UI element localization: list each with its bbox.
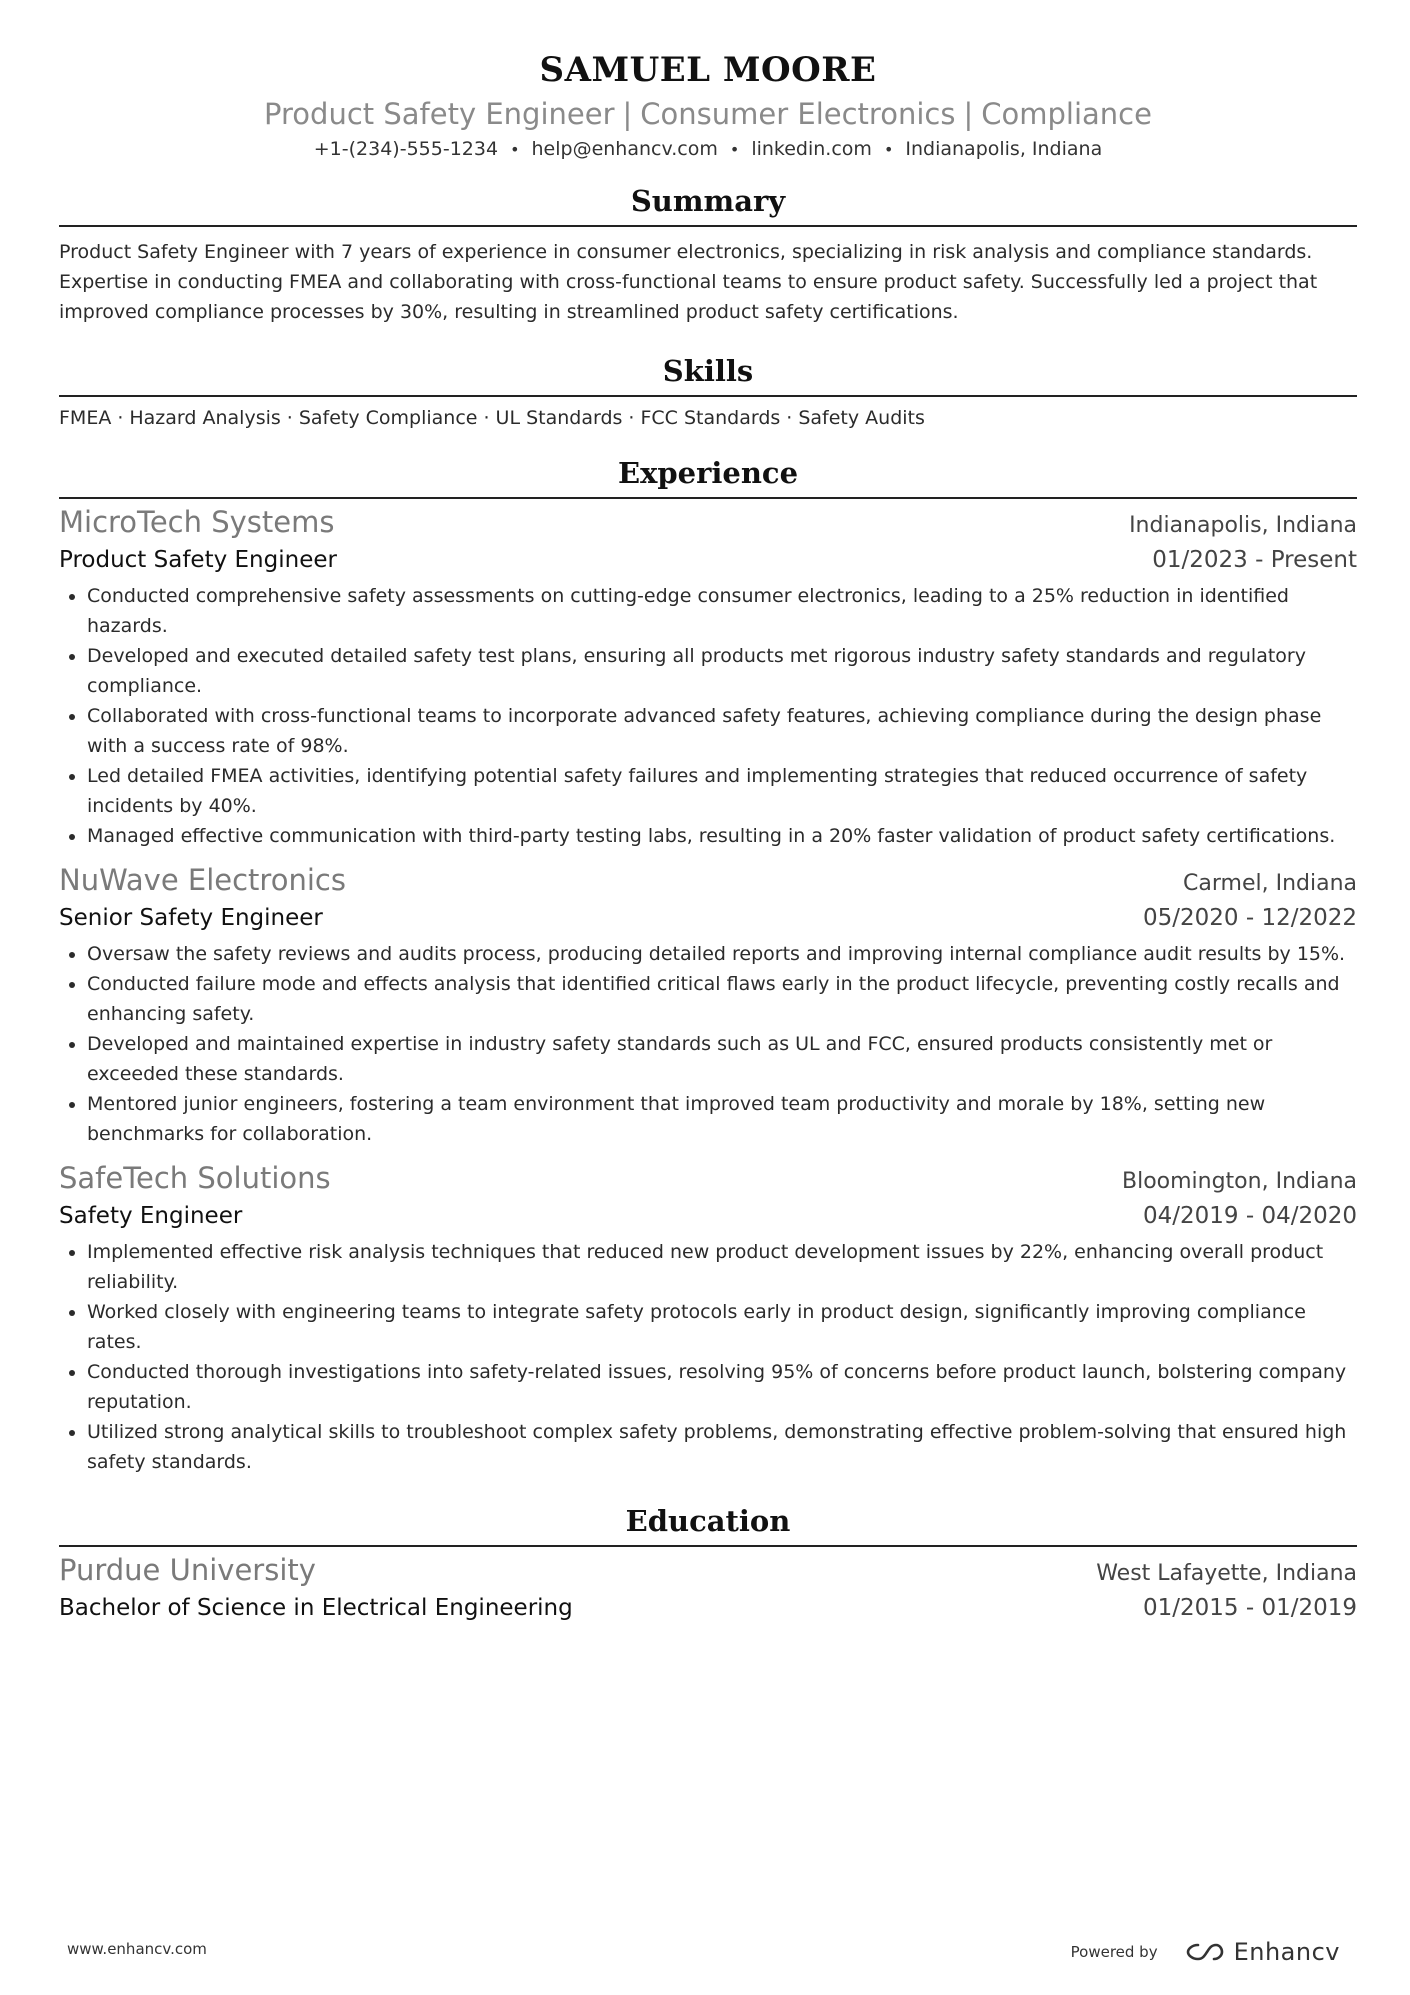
experience-section bbox=[59, 455, 1357, 1477]
school-location: West Lafayette, Indiana bbox=[1096, 1561, 1357, 1586]
skill-item: UL Standards bbox=[495, 407, 623, 429]
skills-section bbox=[59, 353, 1357, 433]
resume-header bbox=[59, 50, 1357, 163]
skill-item: Safety Audits bbox=[798, 407, 925, 429]
section-title-summary: Summary bbox=[630, 184, 786, 218]
footer-url-link[interactable]: www.enhancv.com bbox=[67, 1940, 207, 1958]
skill-separator: · bbox=[628, 407, 635, 429]
skill-separator: · bbox=[117, 407, 124, 429]
skill-separator: · bbox=[483, 407, 490, 429]
candidate-name: SAMUEL MOORE bbox=[539, 50, 877, 90]
job-bullet: • Implemented effective risk analysis techniques that reduced new product development issues by 22%, enhancing overall product reliability. bbox=[87, 1237, 1357, 1297]
headline-part: Compliance bbox=[981, 97, 1152, 131]
location: Indianapolis, Indiana bbox=[905, 138, 1103, 160]
headline-part: Product Safety Engineer bbox=[264, 97, 615, 131]
headline-separator: | bbox=[963, 97, 974, 131]
section-divider bbox=[59, 395, 1357, 397]
headline-part: Consumer Electronics bbox=[640, 97, 956, 131]
section-divider bbox=[59, 225, 1357, 227]
footer-branding bbox=[1071, 1938, 1340, 1966]
email-link[interactable]: help@enhancv.com bbox=[531, 138, 718, 160]
skill-item: FMEA bbox=[59, 407, 112, 429]
job-location: Carmel, Indiana bbox=[1183, 871, 1357, 896]
section-title-skills: Skills bbox=[662, 354, 754, 388]
company-name: MicroTech Systems bbox=[59, 505, 335, 539]
contact-line bbox=[59, 136, 1357, 163]
job-bullet: • Developed and maintained expertise in industry safety standards such as UL and FCC, ensured products consistently met or exceeded these standards. bbox=[87, 1029, 1357, 1089]
enhancv-logo-icon bbox=[1184, 1941, 1226, 1963]
job-location: Indianapolis, Indiana bbox=[1129, 513, 1357, 538]
page-footer bbox=[0, 1938, 1410, 1968]
job-bullet: • Mentored junior engineers, fostering a team environment that improved team productivity and morale by 18%, setting new benchmarks for collaboration. bbox=[87, 1089, 1357, 1149]
job-bullet: • Developed and executed detailed safety test plans, ensuring all products met rigorous industry safety standards and regulatory compliance. bbox=[87, 641, 1357, 701]
bullet-separator: • bbox=[883, 140, 894, 159]
job-bullet: • Managed effective communication with third-party testing labs, resulting in a 20% faster validation of product safety certifications. bbox=[87, 821, 1357, 851]
job-bullets bbox=[59, 939, 1357, 1149]
job-bullets bbox=[59, 1237, 1357, 1477]
job-bullet: • Oversaw the safety reviews and audits process, producing detailed reports and improving internal compliance audit results by 15%. bbox=[87, 939, 1357, 969]
job-title: Senior Safety Engineer bbox=[59, 905, 323, 931]
skill-separator: · bbox=[286, 407, 293, 429]
job-entry bbox=[59, 503, 1357, 851]
skills-list bbox=[59, 403, 1357, 433]
job-bullet: • Conducted thorough investigations into safety-related issues, resolving 95% of concerns before product launch, bolstering company reputation. bbox=[87, 1357, 1357, 1417]
job-entry bbox=[59, 1159, 1357, 1477]
summary-section bbox=[59, 183, 1357, 327]
job-entry bbox=[59, 861, 1357, 1149]
skill-item: Safety Compliance bbox=[298, 407, 478, 429]
job-bullet: • Worked closely with engineering teams to integrate safety protocols early in product design, significantly improving compliance rates. bbox=[87, 1297, 1357, 1357]
linkedin-link[interactable]: linkedin.com bbox=[751, 138, 872, 160]
education-section bbox=[59, 1503, 1357, 1625]
section-title-experience: Experience bbox=[617, 456, 799, 490]
skill-item: FCC Standards bbox=[640, 407, 781, 429]
job-title: Safety Engineer bbox=[59, 1203, 243, 1229]
skill-separator: · bbox=[786, 407, 793, 429]
job-bullet: • Conducted failure mode and effects analysis that identified critical flaws early in the product lifecycle, preventing costly recalls and enhancing safety. bbox=[87, 969, 1357, 1029]
degree: Bachelor of Science in Electrical Engineering bbox=[59, 1595, 573, 1621]
education-entry bbox=[59, 1551, 1357, 1625]
job-bullet: • Conducted comprehensive safety assessments on cutting-edge consumer electronics, leading to a 25% reduction in identified hazards. bbox=[87, 581, 1357, 641]
headline-separator: | bbox=[622, 97, 633, 131]
school-name: Purdue University bbox=[59, 1553, 316, 1587]
resume-page bbox=[59, 0, 1357, 1625]
skill-item: Hazard Analysis bbox=[129, 407, 281, 429]
section-title-education: Education bbox=[625, 1504, 791, 1538]
brand-name: Enhancv bbox=[1233, 1938, 1340, 1966]
section-divider bbox=[59, 497, 1357, 499]
bullet-separator: • bbox=[729, 140, 740, 159]
bullet-separator: • bbox=[510, 140, 520, 159]
job-dates: 01/2023 - Present bbox=[1152, 547, 1357, 573]
job-dates: 05/2020 - 12/2022 bbox=[1142, 905, 1357, 931]
headline bbox=[59, 94, 1357, 134]
section-divider bbox=[59, 1545, 1357, 1547]
brand-logo[interactable] bbox=[1184, 1938, 1340, 1966]
job-bullet: • Utilized strong analytical skills to troubleshoot complex safety problems, demonstrating effective problem-solving that ensured high safety standards. bbox=[87, 1417, 1357, 1477]
job-bullets bbox=[59, 581, 1357, 851]
phone: +1-(234)-555-1234 bbox=[313, 138, 499, 160]
powered-by-label: Powered by bbox=[1070, 1943, 1158, 1961]
company-name: NuWave Electronics bbox=[59, 863, 346, 897]
job-title: Product Safety Engineer bbox=[59, 547, 337, 573]
job-bullet: • Collaborated with cross-functional teams to incorporate advanced safety features, achieving compliance during the design phase with a success rate of 98%. bbox=[87, 701, 1357, 761]
job-dates: 04/2019 - 04/2020 bbox=[1142, 1203, 1357, 1229]
company-name: SafeTech Solutions bbox=[59, 1161, 331, 1195]
education-dates: 01/2015 - 01/2019 bbox=[1142, 1595, 1357, 1621]
job-location: Bloomington, Indiana bbox=[1121, 1169, 1357, 1194]
summary-text: Product Safety Engineer with 7 years of experience in consumer electronics, specializing in risk analysis and compliance standards. Expertise in conducting FMEA and collaborating with cross-functional teams to ensure product safety. Successfully led a project that improved compliance processes by 30%, resulting in streamlined product safety certifications. bbox=[59, 241, 1318, 323]
job-bullet: • Led detailed FMEA activities, identifying potential safety failures and implementing strategies that reduced occurrence of safety incidents by 40%. bbox=[87, 761, 1357, 821]
